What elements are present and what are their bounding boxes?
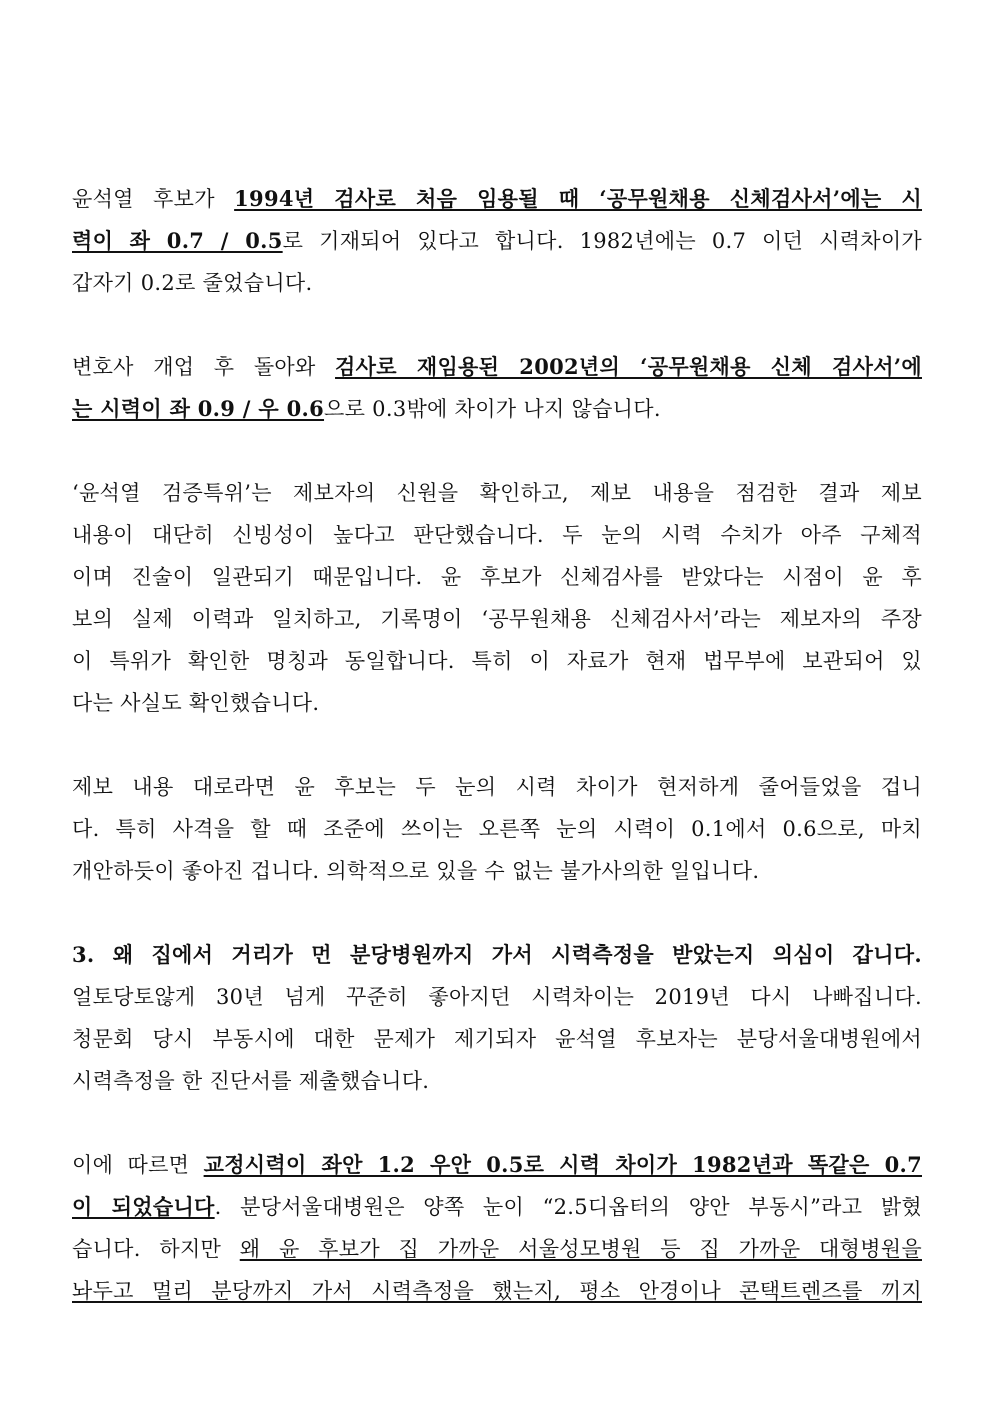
emphasized-text: 력이 좌 0.7 / 0.5 xyxy=(72,228,283,253)
text-line xyxy=(72,1186,922,1228)
text-line: 청문회 당시 부동시에 대한 문제가 제기되자 윤석열 후보자는 분당서울대병원에서 xyxy=(72,1027,922,1051)
paragraph-2019-exam xyxy=(72,976,922,1102)
paragraph-gap xyxy=(72,304,922,346)
paragraph-1994-exam xyxy=(72,178,922,304)
text-line: 이 특위가 확인한 명칭과 동일합니다. 특히 이 자료가 현재 법무부에 보관되어 있 xyxy=(72,649,922,673)
text-line: 보의 실제 이력과 일치하고, 기록명이 ‘공무원채용 신체검사서’라는 제보자의 주장 xyxy=(72,607,922,631)
text-line xyxy=(72,1144,922,1186)
text-line xyxy=(72,1228,922,1270)
text-span: 이에 따르면 xyxy=(72,1153,204,1177)
heading-text: 3. 왜 집에서 거리가 먼 분당병원까지 가서 시력측정을 받았는지 의심이 갑니다. xyxy=(72,942,922,967)
text-span: 로 기재되어 있다고 합니다. 1982년에는 0.7 이던 시력차이가 xyxy=(282,229,923,253)
text-line xyxy=(72,346,922,388)
text-line: 다는 사실도 확인했습니다. xyxy=(72,691,320,715)
text-span: . 분당서울대병원은 양쪽 눈이 “2.5디옵터의 양안 부동시”라고 밝혔 xyxy=(214,1195,922,1219)
text-line xyxy=(72,220,922,262)
text-span: 습니다. 하지만 xyxy=(72,1237,240,1261)
paragraph-gap xyxy=(72,724,922,766)
text-line: 놔두고 멀리 분당까지 가서 시력측정을 했는지, 평소 안경이나 콘택트렌즈를 끼지 xyxy=(72,1279,922,1303)
paragraph-gap xyxy=(72,892,922,934)
document-body xyxy=(72,178,922,1312)
emphasized-text: 1994년 검사로 처음 임용될 때 ‘공무원채용 신체검사서’에는 시 xyxy=(234,186,923,211)
section-heading-3 xyxy=(72,934,922,976)
text-line: 내용이 대단히 신빙성이 높다고 판단했습니다. 두 눈의 시력 수치가 아주 구체적 xyxy=(72,523,922,547)
emphasized-text: 는 시력이 좌 0.9 / 우 0.6 xyxy=(72,396,325,421)
paragraph-gap xyxy=(72,1102,922,1144)
text-span: 변호사 개업 후 돌아와 xyxy=(72,355,336,379)
text-line xyxy=(72,388,922,430)
underlined-text: 왜 윤 후보가 집 가까운 서울성모병원 등 집 가까운 대형병원을 xyxy=(239,1237,922,1261)
paragraph-committee-verification xyxy=(72,472,922,724)
text-line: 다. 특히 사격을 할 때 조준에 쓰이는 오른쪽 눈의 시력이 0.1에서 0.6으로, 마치 xyxy=(72,817,922,841)
text-line: 얼토당토않게 30년 넘게 꾸준히 좋아지던 시력차이는 2019년 다시 나빠집니다. xyxy=(72,985,922,1009)
text-line: 시력측정을 한 진단서를 제출했습니다. xyxy=(72,1069,430,1093)
text-span: 윤석열 후보가 xyxy=(72,187,235,211)
emphasized-text: 이 되었습니다 xyxy=(72,1194,215,1219)
text-line: 제보 내용 대로라면 윤 후보는 두 눈의 시력 차이가 현저하게 줄어들었을 겁니 xyxy=(72,775,922,799)
text-line: 갑자기 0.2로 줄었습니다. xyxy=(72,271,313,295)
text-span: 으로 0.3밖에 차이가 나지 않습니다. xyxy=(324,397,661,421)
text-line: 이며 진술이 일관되기 때문입니다. 윤 후보가 신체검사를 받았다는 시점이 윤 후 xyxy=(72,565,922,589)
paragraph-2002-exam xyxy=(72,346,922,430)
paragraph-bundang-hospital xyxy=(72,1144,922,1312)
emphasized-text: 검사로 재임용된 2002년의 ‘공무원채용 신체 검사서’에 xyxy=(335,354,922,379)
paragraph-vision-change xyxy=(72,766,922,892)
emphasized-text: 교정시력이 좌안 1.2 우안 0.5로 시력 차이가 1982년과 똑같은 0.7 xyxy=(203,1152,922,1177)
text-line: ‘윤석열 검증특위’는 제보자의 신원을 확인하고, 제보 내용을 점검한 결과 제보 xyxy=(72,481,922,505)
text-line xyxy=(72,178,922,220)
text-line: 개안하듯이 좋아진 겁니다. 의학적으로 있을 수 없는 불가사의한 일입니다. xyxy=(72,859,760,883)
paragraph-gap xyxy=(72,430,922,472)
